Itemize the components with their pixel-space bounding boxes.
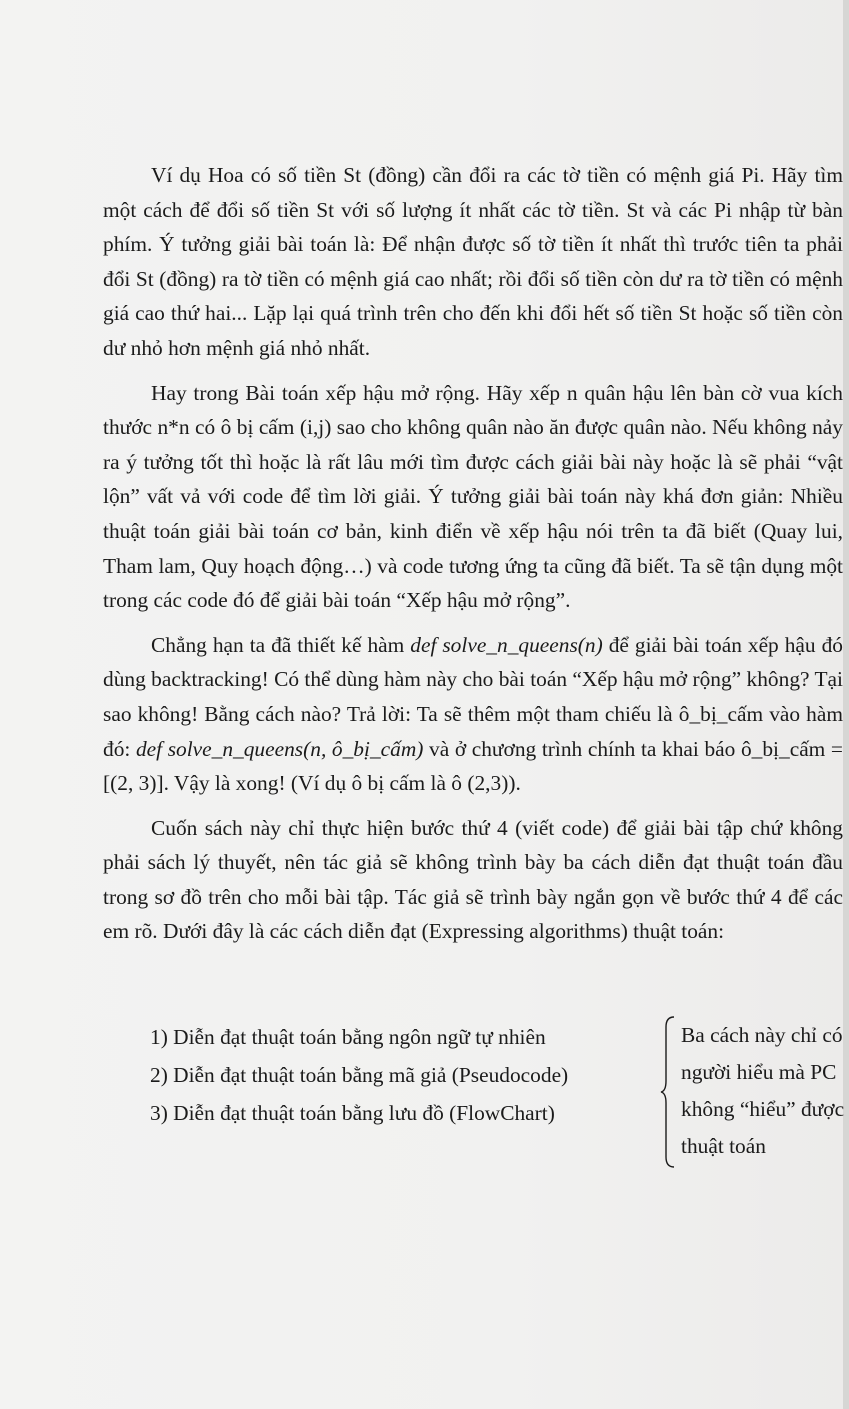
text-segment: để giải bài toán xếp hậu đó dùng backtracking! Có thể dùng hàm này cho bài toán “Xếp hậu mở rộng” không? Tại sao không! Bằng cách nào? Trả lời: Ta sẽ thêm một tham chiếu là ô_bị_cấm vào hàm đó: — [103, 632, 843, 761]
paragraph-coin-change: Ví dụ Hoa có số tiền St (đồng) cần đổi ra các tờ tiền có mệnh giá Pi. Hãy tìm một cách để đổi số tiền St với số lượng ít nhất các tờ tiền. St và các Pi nhập từ bàn phím. Ý tưởng giải bài toán là: Để nhận được số tờ tiền ít nhất thì trước tiên ta phải đổi St (đồng) ra tờ tiền có mệnh giá cao nhất; rồi đổi số tiền còn dư ra tờ tiền có mệnh giá cao thứ hai... Lặp lại quá trình trên cho đến khi đổi hết số tiền St hoặc số tiền còn dư nhỏ hơn mệnh giá nhỏ nhất. — [103, 163, 843, 360]
method-item: 3) Diễn đạt thuật toán bằng lưu đồ (FlowChart) — [150, 1101, 555, 1125]
note-line: người hiểu mà PC — [681, 1060, 837, 1084]
paragraph-n-queens: Hay trong Bài toán xếp hậu mở rộng. Hãy xếp n quân hậu lên bàn cờ vua kích thước n*n có ô bị cấm (i,j) sao cho không quân nào ăn được quân nào. Nếu không nảy ra ý tưởng tốt thì hoặc là rất lâu mới tìm được cách giải bài này hoặc là sẽ phải “vật lộn” vất vả với code để tìm lời giải. Ý tưởng giải bài toán này khá đơn giản: Nhiều thuật toán giải bài toán cơ bản, kinh điển về xếp hậu nói trên ta đã biết (Quay lui, Tham lam, Quy hoạch động…) và code tương ứng ta cũng đã biết. Ta sẽ tận dụng một trong các code đó để giải bài toán “Xếp hậu mở rộng”. — [103, 380, 843, 613]
text-segment: Chẳng hạn ta đã thiết kế hàm — [151, 632, 411, 657]
code-function-signature: def solve_n_queens(n, ô_bị_cấm) — [135, 736, 424, 761]
method-item: 2) Diễn đạt thuật toán bằng mã giả (Pseudocode) — [150, 1063, 569, 1087]
note-line: Ba cách này chỉ có — [681, 1023, 843, 1047]
page-edge — [843, 0, 849, 1409]
paragraph-expressing-algorithms: Cuốn sách này chỉ thực hiện bước thứ 4 (viết code) để giải bài tập chứ không phải sách lý thuyết, nên tác giả sẽ không trình bày ba cách diễn đạt thuật toán đầu trong sơ đồ trên cho mỗi bài tập. Tác giả sẽ trình bày ngắn gọn về bước thứ 4 để các em rõ. Dưới đây là các cách diễn đạt (Expressing algorithms) thuật toán: — [103, 815, 843, 944]
curly-brace — [660, 1015, 676, 1169]
paragraph-solve-function — [103, 628, 843, 801]
text-segment: và ở chương trình chính ta khai báo ô_bị_cấm = [(2, 3)]. Vậy là xong! (Ví dụ ô bị cấm là ô (2,3)). — [103, 736, 844, 796]
method-item: 1) Diễn đạt thuật toán bằng ngôn ngữ tự nhiên — [150, 1025, 546, 1049]
side-note — [681, 1017, 849, 1165]
body-text — [103, 158, 843, 963]
code-function-name: def solve_n_queens(n) — [410, 632, 603, 657]
methods-list — [150, 1018, 568, 1132]
note-line: thuật toán — [681, 1134, 766, 1158]
note-line: không “hiểu” được — [681, 1097, 845, 1121]
